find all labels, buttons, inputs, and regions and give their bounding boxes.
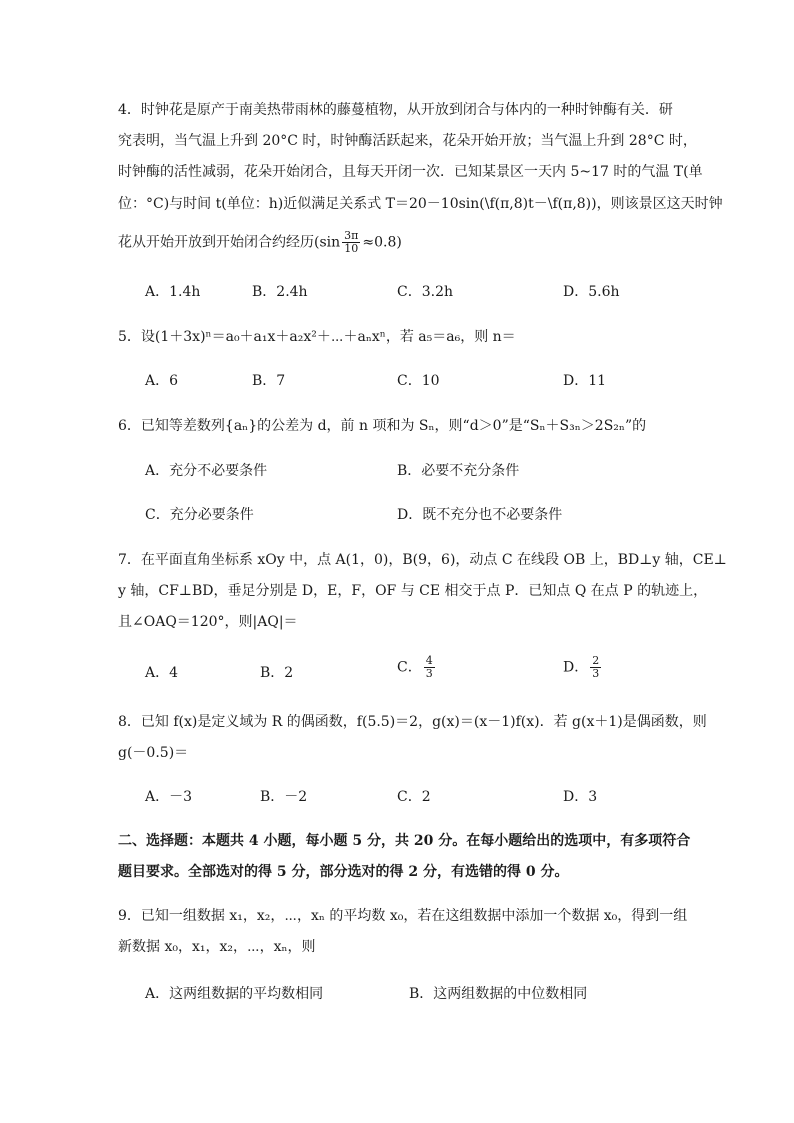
q4-option-b: B．2.4h bbox=[252, 284, 308, 300]
q9-option-b: B．这两组数据的中位数相同 bbox=[409, 986, 588, 1002]
q7-option-d-fraction: $\frac{2}{3}$ bbox=[592, 654, 600, 680]
sin-fraction: $\frac{3\pi}{10}$ bbox=[344, 229, 359, 255]
q8-line-1: 8．已知 f(x)是定义域为 R 的偶函数，f(5.5)＝2，g(x)＝(x－1)f(x)．若 g(x＋1)是偶函数，则 bbox=[118, 714, 707, 730]
q7-line-3: 且∠OAQ＝120°，则|AQ|＝ bbox=[118, 614, 298, 630]
q7-line-1: 7．在平面直角坐标系 xOy 中，点 A(1，0)，B(9，6)，动点 C 在线段 OB 上，BD⊥y 轴，CE⊥ bbox=[118, 552, 727, 568]
q9-line-1: 9．已知一组数据 x₁，x₂，⋯，xₙ 的平均数 x₀，若在这组数据中添加一个数据 x₀，得到一组 bbox=[118, 908, 688, 924]
section-2-heading-line-1: 二、选择题：本题共 4 小题，每小题 5 分，共 20 分。在每小题给出的选项中，有多项符合 bbox=[118, 833, 691, 849]
q8-option-d: D．3 bbox=[563, 789, 598, 805]
q9-line-2: 新数据 x₀，x₁，x₂，⋯，xₙ，则 bbox=[118, 939, 316, 955]
q7-option-c-fraction: $\frac{4}{3}$ bbox=[425, 654, 433, 680]
q6-line-1: 6．已知等差数列{aₙ}的公差为 d，前 n 项和为 Sₙ，则“d＞0”是“Sₙ＋S₃ₙ＞2S₂ₙ”的 bbox=[118, 418, 647, 434]
q4-line-5-pre: 花从开始开放到开始闭合约经历(sin bbox=[118, 234, 341, 251]
q4-line-3: 时钟酶的活性减弱，花朵开始闭合，且每天开闭一次．已知某景区一天内 5~17 时的气温 T(单 bbox=[118, 164, 703, 180]
q8-line-2: g(－0.5)＝ bbox=[118, 745, 189, 761]
q5-line-1: 5．设(1＋3x)ⁿ＝a₀＋a₁x＋a₂x²＋⋯＋aₙxⁿ，若 a₅＝a₆，则 n＝ bbox=[118, 329, 516, 345]
q5-option-b: B．7 bbox=[252, 373, 286, 389]
q7-line-2: y 轴，CF⊥BD，垂足分别是 D，E，F，OF 与 CE 相交于点 P．已知点 Q 在点 P 的轨迹上， bbox=[118, 583, 708, 599]
q8-option-b: B．－2 bbox=[260, 789, 308, 805]
q9-option-a: A．这两组数据的平均数相同 bbox=[145, 986, 324, 1002]
q7-option-a: A．4 bbox=[145, 665, 179, 681]
q4-line-5-post: ≈0.8) bbox=[362, 234, 402, 251]
q5-option-c: C．10 bbox=[397, 373, 440, 389]
q7-option-b: B．2 bbox=[260, 665, 294, 681]
q6-option-d: D．既不充分也不必要条件 bbox=[397, 507, 563, 523]
q5-option-d: D．11 bbox=[563, 373, 607, 389]
q7-option-c: C． $\frac{4}{3}$ bbox=[397, 654, 433, 680]
q8-option-c: C．2 bbox=[397, 789, 431, 805]
q6-option-a: A．充分不必要条件 bbox=[145, 463, 268, 479]
q4-line-2: 究表明，当气温上升到 20°C 时，时钟酶活跃起来，花朵开始开放；当气温上升到 28°C 时， bbox=[118, 133, 697, 149]
q4-line-4: 位：°C)与时间 t(单位：h)近似满足关系式 T＝20－10sin(\f(π,8)t－\f(π,8))，则该景区这天时钟 bbox=[118, 196, 723, 212]
q6-option-c: C．充分必要条件 bbox=[145, 507, 254, 523]
q7-option-d: D． $\frac{2}{3}$ bbox=[563, 654, 600, 680]
q4-option-d: D．5.6h bbox=[563, 284, 620, 300]
q6-option-b: B．必要不充分条件 bbox=[397, 463, 520, 479]
q4-option-c: C．3.2h bbox=[397, 284, 453, 300]
q5-option-a: A．6 bbox=[145, 373, 179, 389]
q4-line-1: 4．时钟花是原产于南美热带雨林的藤蔓植物，从开放到闭合与体内的一种时钟酶有关．研 bbox=[118, 102, 673, 118]
q4-line-5 bbox=[118, 230, 402, 255]
q8-option-a: A．－3 bbox=[145, 789, 193, 805]
section-2-heading-line-2: 题目要求。全部选对的得 5 分，部分选对的得 2 分，有选错的得 0 分。 bbox=[118, 864, 569, 880]
q4-option-a: A．1.4h bbox=[145, 284, 201, 300]
